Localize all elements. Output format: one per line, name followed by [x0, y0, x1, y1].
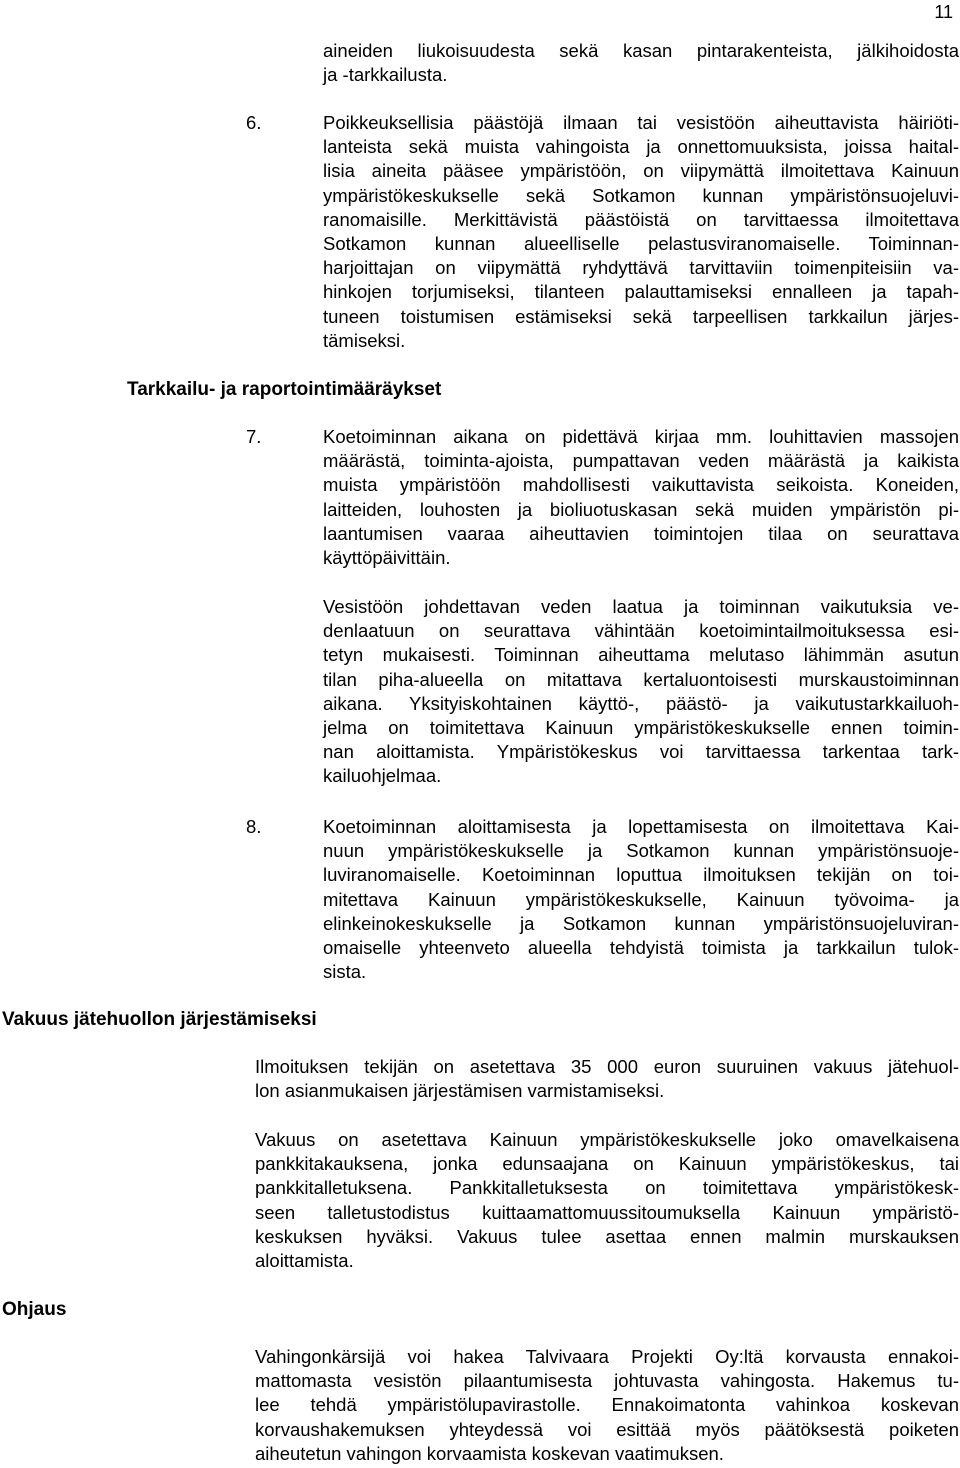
text-line: tetyn mukaisesti. Toiminnan aiheuttama melutaso lähimmän asutun: [323, 644, 959, 666]
text-line: Vahingonkärsijä voi hakea Talvivaara Projekti Oy:ltä korvausta ennakoi-: [255, 1346, 959, 1367]
text-line: Poikkeuksellisia päästöjä ilmaan tai vesistöön aiheuttavista häiriöti-: [323, 112, 959, 133]
text-line: ympäristökeskukselle sekä Sotkamon kunnan ympäristönsuojeluvi-: [323, 184, 959, 206]
item-number-7: 7.: [246, 426, 262, 447]
text-line: aikana. Yksityiskohtainen käyttö-, päästö- ja vaikutustarkkailuoh-: [323, 692, 959, 714]
text-line: Ilmoituksen tekijän on asetettava 35 000 euron suuruinen vakuus jätehuol-: [255, 1056, 959, 1077]
text-line: luviranomaiselle. Koetoiminnan loputtua ilmoituksen tekijän on toi-: [323, 864, 959, 886]
item-number-8: 8.: [246, 816, 262, 837]
text-line: mitettava Kainuun ympäristökeskukselle, Kainuun työvoima- ja: [323, 888, 959, 910]
text-line: seen talletustodistus kuittaamattomuussitoumuksella Kainuun ympäristö-: [255, 1201, 959, 1223]
text-line: aineiden liukoisuudesta sekä kasan pintarakenteista, jälkihoidosta: [323, 40, 959, 61]
text-line: tilan piha-alueella on mitattava kertaluontoisesti murskaustoiminnan: [323, 668, 959, 690]
text-line: laantumisen vaaraa aiheuttavien toimintojen tilaa on seurattava: [323, 522, 959, 544]
text-line: denlaatuun on seurattava vähintään koetoimintailmoituksessa esi-: [323, 620, 959, 642]
text-line: aloittamista.: [255, 1250, 354, 1272]
text-line: sista.: [323, 961, 367, 983]
text-line: tämiseksi.: [323, 329, 406, 351]
page-number: 11: [934, 2, 953, 22]
text-line: Vesistöön johdettavan veden laatua ja toiminnan vaikutuksia ve-: [323, 596, 959, 617]
item-8-text: [323, 815, 959, 984]
text-line: ja -tarkkailusta.: [323, 64, 448, 86]
section-heading-tarkkailu: Tarkkailu- ja raportointimääräykset: [127, 379, 442, 400]
text-line: määrästä, toiminta-ajoista, pumpattavan veden määrästä ja kaikista: [323, 450, 959, 472]
item-7-paragraph-2: [323, 595, 959, 789]
text-line: korvaushakemuksen yhteydessä voi esittää myös päätöksestä poiketen: [255, 1418, 959, 1440]
text-line: omaiselle yhteenveto alueella tehdyistä toimista ja tarkkailun tulok-: [323, 937, 959, 959]
text-line: keskuksen hyväksi. Vakuus tulee asettaa ennen malmin murskauksen: [255, 1225, 959, 1247]
text-line: laitteiden, louhosten ja bioliuotuskasan sekä muiden ympäristön pi-: [323, 498, 959, 520]
text-line: hinkojen torjumiseksi, tilanteen palauttamiseksi ennalleen ja tapah-: [323, 281, 959, 303]
text-line: jelma on toimitettava Kainuun ympäristökeskukselle ennen toimin-: [323, 717, 959, 739]
text-line: Vakuus on asetettava Kainuun ympäristökeskukselle joko omavelkaisena: [255, 1129, 959, 1150]
text-line: mattomasta vesistön pilaantumisesta johtuvasta vahingosta. Hakemus tu-: [255, 1370, 959, 1392]
text-line: lee tehdä ympäristölupavirastolle. Ennakoimatonta vahinkoa koskevan: [255, 1394, 959, 1416]
text-line: Sotkamon kunnan alueelliselle pelastusviranomaiselle. Toiminnan-: [323, 233, 959, 255]
text-line: tuneen toistumisen estämiseksi sekä tarpeellisen tarkkailun järjes-: [323, 305, 959, 327]
text-line: Koetoiminnan aikana on pidettävä kirjaa mm. louhittavien massojen: [323, 426, 959, 447]
text-line: nan aloittamista. Ympäristökeskus voi tarvittaessa tarkentaa tark-: [323, 741, 959, 763]
text-line: harjoittajan on viipymättä ryhdyttävä tarvittaviin toimenpiteisiin va-: [323, 257, 959, 279]
intro-continuation: [323, 39, 959, 87]
item-7-paragraph-1: [323, 425, 959, 570]
item-number-6: 6.: [246, 112, 262, 133]
section-heading-ohjaus: Ohjaus: [2, 1299, 67, 1320]
ohjaus-paragraph-1: [255, 1345, 959, 1466]
text-line: lanteista sekä muista vahingoista ja onnettomuuksista, joissa haital-: [323, 136, 959, 158]
text-line: ranomaisille. Merkittävistä päästöistä on tarvittaessa ilmoitettava: [323, 208, 959, 230]
text-line: muista ympäristöön mahdollisesti vaikuttavista seikoista. Koneiden,: [323, 474, 959, 496]
text-line: lon asianmukaisen järjestämisen varmistamiseksi.: [255, 1080, 665, 1102]
vakuus-paragraph-1: [255, 1055, 959, 1103]
text-line: nuun ympäristökeskukselle ja Sotkamon kunnan ympäristönsuoje-: [323, 840, 959, 862]
text-line: aiheutetun vahingon korvaamista koskevan vaatimuksen.: [255, 1442, 724, 1464]
section-heading-vakuus: Vakuus jätehuollon järjestämiseksi: [2, 1009, 317, 1030]
text-line: kailuohjelmaa.: [323, 765, 442, 787]
text-line: lisia aineita pääsee ympäristöön, on viipymättä ilmoitettava Kainuun: [323, 160, 959, 182]
item-6-text: [323, 111, 959, 353]
text-line: Koetoiminnan aloittamisesta ja lopettamisesta on ilmoitettava Kai-: [323, 816, 959, 837]
text-line: käyttöpäivittäin.: [323, 547, 451, 569]
vakuus-paragraph-2: [255, 1128, 959, 1273]
text-line: pankkitakauksena, jonka edunsaajana on Kainuun ympäristökeskus, tai: [255, 1153, 959, 1175]
text-line: pankkitalletuksena. Pankkitalletuksesta on toimitettava ympäristökesk-: [255, 1177, 959, 1199]
text-line: elinkeinokeskukselle ja Sotkamon kunnan ympäristönsuojeluviran-: [323, 912, 959, 934]
